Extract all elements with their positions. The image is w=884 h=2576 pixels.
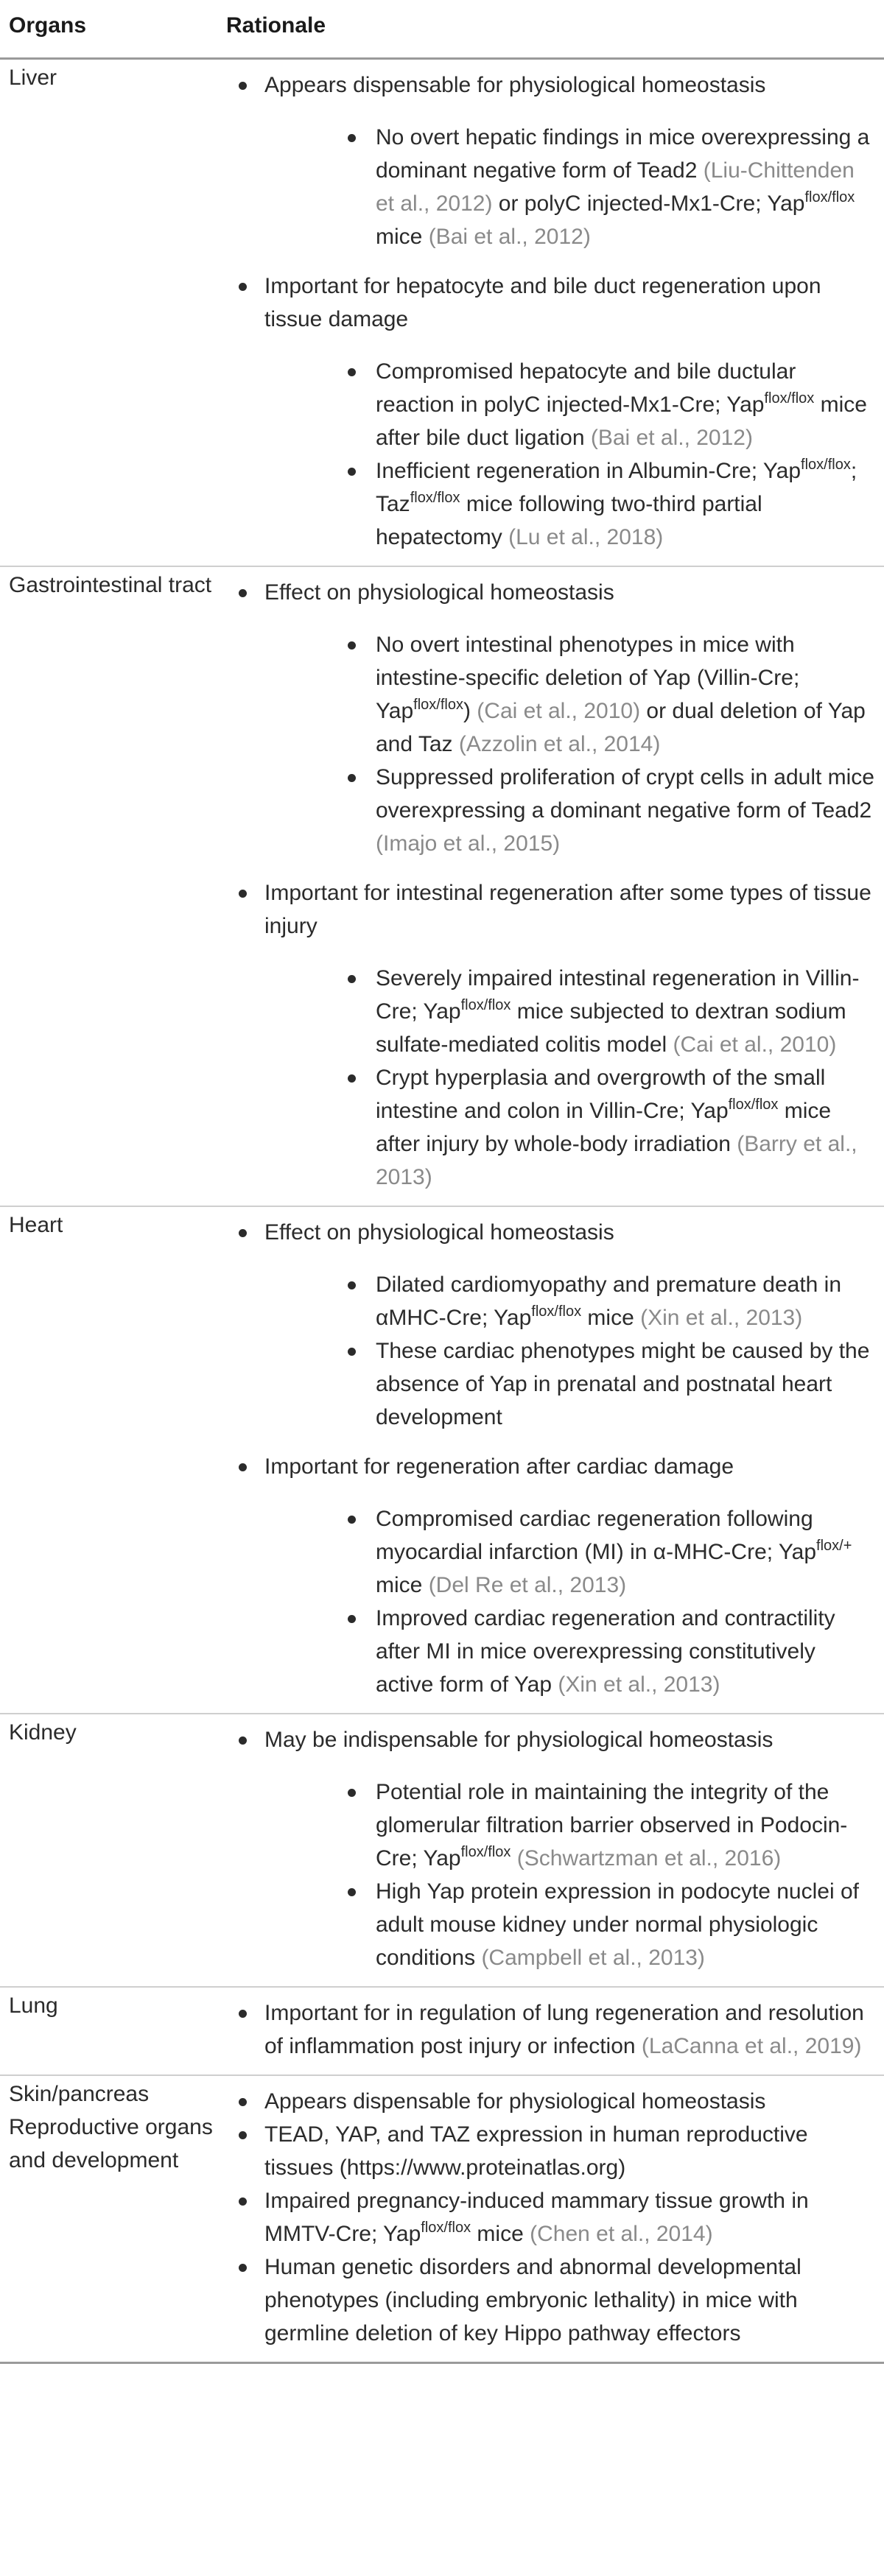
organ-rationale-table bbox=[0, 10, 884, 2364]
table-body bbox=[0, 59, 884, 2363]
sub-point bbox=[340, 962, 877, 1061]
text-segment: Impaired pregnancy-induced mammary tissue growth in MMTV-Cre; Yap bbox=[264, 2189, 809, 2246]
sub-point bbox=[340, 454, 877, 554]
superscript-genotype: flox/flox bbox=[801, 457, 851, 473]
rationale-point: Effect on physiological homeostasis bbox=[226, 1216, 877, 1249]
text-segment: Compromised hepatocyte and bile ductular reaction in polyC injected-Mx1-Cre; Yap bbox=[376, 359, 796, 417]
superscript-genotype: flox/flox bbox=[413, 697, 463, 713]
sub-points bbox=[226, 628, 877, 860]
superscript-genotype: flox/flox bbox=[460, 1844, 511, 1860]
sub-point bbox=[340, 761, 877, 860]
rationale-cell bbox=[226, 1987, 884, 2075]
citation: (Lu et al., 2018) bbox=[508, 525, 664, 549]
sub-points bbox=[226, 962, 877, 1194]
citation: (Liu-Chittenden et al., 2012) bbox=[376, 158, 855, 216]
text-segment: No overt hepatic findings in mice overexpressing a dominant negative form of Tead2 bbox=[376, 125, 870, 183]
text-segment: or dual deletion of Yap and Taz bbox=[376, 699, 866, 756]
rationale-point: Effect on physiological homeostasis bbox=[226, 576, 877, 609]
citation: (Azzolin et al., 2014) bbox=[458, 732, 661, 756]
organ-cell: Lung bbox=[9, 1993, 58, 2018]
text-segment: mice bbox=[376, 1573, 429, 1597]
table-row bbox=[0, 59, 884, 567]
sub-points bbox=[226, 355, 877, 554]
table-row bbox=[0, 1714, 884, 1987]
sub-point bbox=[340, 1776, 877, 1875]
citation: (Campbell et al., 2013) bbox=[481, 1946, 705, 1970]
rationale-point: Human genetic disorders and abnormal developmental phenotypes (including embryonic lethality) in mice with germline deletion of key Hippo pathway effectors bbox=[226, 2251, 877, 2350]
table-header-row bbox=[0, 10, 884, 59]
rationale-cell bbox=[226, 2075, 884, 2363]
citation: (LaCanna et al., 2019) bbox=[641, 2034, 862, 2058]
citation: (Bai et al., 2012) bbox=[590, 426, 753, 450]
table-row bbox=[0, 566, 884, 1206]
organ-cell: Skin/pancreas Reproductive organs and development bbox=[9, 2082, 213, 2172]
text-segment: Inefficient regeneration in Albumin-Cre; Yap bbox=[376, 459, 801, 483]
sub-points bbox=[226, 1776, 877, 1974]
sub-point bbox=[340, 628, 877, 761]
text-segment: or polyC injected-Mx1-Cre; Yap bbox=[492, 191, 805, 216]
organ-cell: Heart bbox=[9, 1213, 63, 1237]
text-segment: No overt intestinal phenotypes in mice with intestine-specific deletion of Yap (Villin-Cre; Yap bbox=[376, 633, 800, 723]
organ-cell: Gastrointestinal tract bbox=[9, 573, 212, 597]
rationale-point: TEAD, YAP, and TAZ expression in human reproductive tissues (https://www.proteinatlas.org) bbox=[226, 2118, 877, 2184]
table-row bbox=[0, 2075, 884, 2363]
rationale-point bbox=[226, 1996, 877, 2063]
sub-points bbox=[226, 1502, 877, 1701]
superscript-genotype: flox/flox bbox=[460, 997, 511, 1013]
rationale-cell bbox=[226, 1206, 884, 1714]
organ-cell: Kidney bbox=[9, 1720, 77, 1745]
superscript-genotype: flox/flox bbox=[728, 1097, 779, 1113]
superscript-genotype: flox/+ bbox=[816, 1538, 852, 1554]
citation: (Imajo et al., 2015) bbox=[376, 831, 561, 856]
text-segment: mice bbox=[581, 1306, 641, 1330]
sub-point bbox=[340, 1061, 877, 1194]
text-segment: These cardiac phenotypes might be caused by the absence of Yap in prenatal and postnatal heart development bbox=[376, 1339, 870, 1429]
text-segment bbox=[511, 1846, 516, 1871]
rationale-cell bbox=[226, 1714, 884, 1987]
text-segment: Compromised cardiac regeneration following myocardial infarction (MI) in α-MHC-Cre; Yap bbox=[376, 1507, 817, 1564]
citation: (Bai et al., 2012) bbox=[428, 225, 591, 249]
rationale-point: May be indispensable for physiological homeostasis bbox=[226, 1723, 877, 1756]
text-segment: Potential role in maintaining the integrity of the glomerular filtration barrier observed in Podocin-Cre; Yap bbox=[376, 1780, 848, 1871]
text-segment: mice bbox=[376, 225, 429, 249]
rationale-cell bbox=[226, 566, 884, 1206]
superscript-genotype: flox/flox bbox=[764, 390, 815, 407]
citation: (Xin et al., 2013) bbox=[558, 1672, 720, 1697]
sub-point bbox=[340, 1334, 877, 1434]
superscript-genotype: flox/flox bbox=[421, 2220, 471, 2236]
rationale-point bbox=[226, 2184, 877, 2251]
superscript-genotype: flox/flox bbox=[804, 189, 855, 205]
text-segment: mice following two-third partial hepatectomy bbox=[376, 492, 762, 549]
rationale-point: Appears dispensable for physiological homeostasis bbox=[226, 2085, 877, 2118]
text-segment: mice after bile duct ligation bbox=[376, 393, 867, 450]
rationale-point: Important for regeneration after cardiac damage bbox=[226, 1450, 877, 1483]
text-segment: mice after injury by whole-body irradiation bbox=[376, 1099, 832, 1156]
organ-cell: Liver bbox=[9, 66, 57, 90]
citation: (Cai et al., 2010) bbox=[477, 699, 641, 723]
rationale-point: Important for intestinal regeneration after some types of tissue injury bbox=[226, 876, 877, 943]
sub-point bbox=[340, 1602, 877, 1701]
sub-point bbox=[340, 1502, 877, 1602]
text-segment: High Yap protein expression in podocyte nuclei of adult mouse kidney under normal physiologic conditions bbox=[376, 1879, 859, 1970]
text-segment: Severely impaired intestinal regeneration in Villin-Cre; Yap bbox=[376, 966, 860, 1024]
text-segment: mice subjected to dextran sodium sulfate-mediated colitis model bbox=[376, 999, 846, 1057]
superscript-genotype: flox/flox bbox=[531, 1303, 582, 1320]
citation: (Barry et al., 2013) bbox=[376, 1132, 857, 1189]
rationale-point: Important for hepatocyte and bile duct regeneration upon tissue damage bbox=[226, 270, 877, 336]
sub-points bbox=[226, 1268, 877, 1434]
text-segment: Important for in regulation of lung regeneration and resolution of inflammation post injury or infection bbox=[264, 2001, 864, 2058]
superscript-genotype: flox/flox bbox=[410, 490, 460, 506]
text-segment: Improved cardiac regeneration and contractility after MI in mice overexpressing constitutively active form of Yap bbox=[376, 1606, 835, 1697]
text-segment: Dilated cardiomyopathy and premature death in αMHC-Cre; Yap bbox=[376, 1273, 842, 1330]
table-row bbox=[0, 1987, 884, 2075]
rationale-point: Appears dispensable for physiological homeostasis bbox=[226, 68, 877, 102]
sub-point bbox=[340, 1875, 877, 1974]
text-segment: Suppressed proliferation of crypt cells in adult mice overexpressing a dominant negative form of Tead2 bbox=[376, 765, 874, 823]
sub-points bbox=[226, 121, 877, 253]
text-segment: mice bbox=[471, 2222, 530, 2246]
citation: (Chen et al., 2014) bbox=[530, 2222, 713, 2246]
citation: (Del Re et al., 2013) bbox=[428, 1573, 627, 1597]
organs-column-header: Organs bbox=[0, 10, 226, 59]
citation: (Schwartzman et al., 2016) bbox=[516, 1846, 782, 1871]
sub-point bbox=[340, 1268, 877, 1334]
text-segment: ; Taz bbox=[376, 459, 857, 516]
sub-point bbox=[340, 355, 877, 454]
citation: (Xin et al., 2013) bbox=[640, 1306, 803, 1330]
rationale-column-header: Rationale bbox=[226, 10, 884, 59]
citation: (Cai et al., 2010) bbox=[673, 1032, 837, 1057]
text-segment: Crypt hyperplasia and overgrowth of the small intestine and colon in Villin-Cre; Yap bbox=[376, 1066, 826, 1123]
text-segment: ) bbox=[463, 699, 477, 723]
sub-point bbox=[340, 121, 877, 253]
rationale-cell bbox=[226, 59, 884, 567]
table-row bbox=[0, 1206, 884, 1714]
